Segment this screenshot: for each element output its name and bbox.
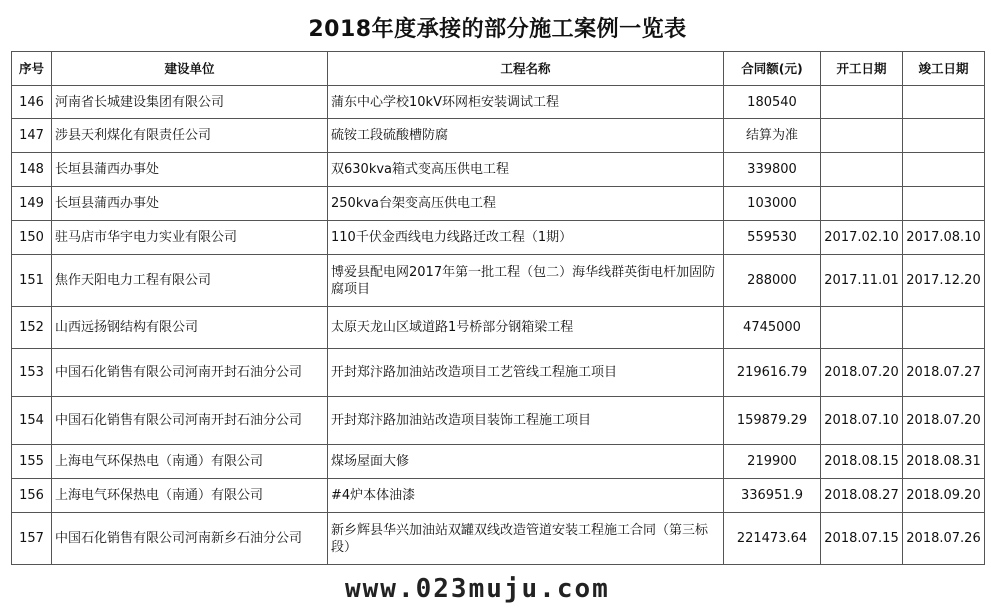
row-amount: 221473.64 <box>724 513 821 565</box>
row-end-date: 2018.07.26 <box>903 513 985 565</box>
row-amount: 219900 <box>724 445 821 479</box>
row-end-date: 2018.07.27 <box>903 349 985 397</box>
row-number: 152 <box>12 307 52 349</box>
header-start-date: 开工日期 <box>821 52 903 86</box>
row-end-date <box>903 307 985 349</box>
table-row <box>12 479 985 513</box>
row-project: 250kva台架变高压供电工程 <box>328 187 724 221</box>
table-row <box>12 119 985 153</box>
row-unit: 驻马店市华宇电力实业有限公司 <box>52 221 328 255</box>
row-end-date: 2017.08.10 <box>903 221 985 255</box>
row-start-date: 2018.08.15 <box>821 445 903 479</box>
row-project: 蒲东中心学校10kV环网柜安装调试工程 <box>328 86 724 119</box>
row-start-date <box>821 187 903 221</box>
row-number: 147 <box>12 119 52 153</box>
website-watermark: www.023muju.com <box>345 574 610 604</box>
table-row <box>12 153 985 187</box>
row-end-date <box>903 86 985 119</box>
row-number: 157 <box>12 513 52 565</box>
row-amount: 4745000 <box>724 307 821 349</box>
row-number: 153 <box>12 349 52 397</box>
row-project: 煤场屋面大修 <box>328 445 724 479</box>
table-header-row <box>12 52 985 86</box>
row-amount: 288000 <box>724 255 821 307</box>
row-end-date: 2018.09.20 <box>903 479 985 513</box>
row-number: 155 <box>12 445 52 479</box>
row-project: 双630kva箱式变高压供电工程 <box>328 153 724 187</box>
table-row <box>12 397 985 445</box>
row-number: 146 <box>12 86 52 119</box>
row-end-date: 2018.07.20 <box>903 397 985 445</box>
project-table <box>11 51 985 565</box>
row-end-date <box>903 187 985 221</box>
row-project: #4炉本体油漆 <box>328 479 724 513</box>
row-unit: 长垣县蒲西办事处 <box>52 153 328 187</box>
row-start-date <box>821 119 903 153</box>
row-start-date: 2018.08.27 <box>821 479 903 513</box>
row-project: 新乡辉县华兴加油站双罐双线改造管道安装工程施工合同（第三标段） <box>328 513 724 565</box>
row-start-date: 2018.07.10 <box>821 397 903 445</box>
row-unit: 长垣县蒲西办事处 <box>52 187 328 221</box>
row-end-date: 2018.08.31 <box>903 445 985 479</box>
row-number: 156 <box>12 479 52 513</box>
table-row <box>12 349 985 397</box>
row-project: 硫铵工段硫酸槽防腐 <box>328 119 724 153</box>
row-project: 博爱县配电网2017年第一批工程（包二）海华线群英街电杆加固防腐项目 <box>328 255 724 307</box>
header-number: 序号 <box>12 52 52 86</box>
table-row <box>12 513 985 565</box>
row-amount: 结算为准 <box>724 119 821 153</box>
row-amount: 219616.79 <box>724 349 821 397</box>
table-row <box>12 255 985 307</box>
table-row <box>12 445 985 479</box>
row-unit: 中国石化销售有限公司河南新乡石油分公司 <box>52 513 328 565</box>
row-unit: 上海电气环保热电（南通）有限公司 <box>52 479 328 513</box>
header-end-date: 竣工日期 <box>903 52 985 86</box>
row-start-date: 2018.07.20 <box>821 349 903 397</box>
row-project: 开封郑汴路加油站改造项目装饰工程施工项目 <box>328 397 724 445</box>
row-number: 151 <box>12 255 52 307</box>
row-start-date: 2017.02.10 <box>821 221 903 255</box>
document-title: 2018年度承接的部分施工案例一览表 <box>308 17 687 42</box>
row-unit: 山西远扬钢结构有限公司 <box>52 307 328 349</box>
row-number: 150 <box>12 221 52 255</box>
row-end-date <box>903 119 985 153</box>
table-row <box>12 307 985 349</box>
row-number: 154 <box>12 397 52 445</box>
row-unit: 中国石化销售有限公司河南开封石油分公司 <box>52 397 328 445</box>
row-start-date <box>821 153 903 187</box>
table-row <box>12 221 985 255</box>
row-amount: 336951.9 <box>724 479 821 513</box>
row-amount: 180540 <box>724 86 821 119</box>
row-start-date <box>821 307 903 349</box>
row-end-date: 2017.12.20 <box>903 255 985 307</box>
row-end-date <box>903 153 985 187</box>
row-unit: 涉县天利煤化有限责任公司 <box>52 119 328 153</box>
header-construction-unit: 建设单位 <box>52 52 328 86</box>
row-amount: 339800 <box>724 153 821 187</box>
header-contract-amount: 合同额(元) <box>724 52 821 86</box>
table-row <box>12 86 985 119</box>
row-unit: 上海电气环保热电（南通）有限公司 <box>52 445 328 479</box>
header-project-name: 工程名称 <box>328 52 724 86</box>
row-unit: 中国石化销售有限公司河南开封石油分公司 <box>52 349 328 397</box>
row-start-date: 2017.11.01 <box>821 255 903 307</box>
row-amount: 103000 <box>724 187 821 221</box>
row-start-date <box>821 86 903 119</box>
row-amount: 559530 <box>724 221 821 255</box>
row-number: 148 <box>12 153 52 187</box>
row-project: 开封郑汴路加油站改造项目工艺管线工程施工项目 <box>328 349 724 397</box>
row-unit: 焦作天阳电力工程有限公司 <box>52 255 328 307</box>
row-amount: 159879.29 <box>724 397 821 445</box>
table-row <box>12 187 985 221</box>
row-number: 149 <box>12 187 52 221</box>
row-project: 太原天龙山区域道路1号桥部分钢箱梁工程 <box>328 307 724 349</box>
row-project: 110千伏金西线电力线路迁改工程（1期） <box>328 221 724 255</box>
row-unit: 河南省长城建设集团有限公司 <box>52 86 328 119</box>
row-start-date: 2018.07.15 <box>821 513 903 565</box>
